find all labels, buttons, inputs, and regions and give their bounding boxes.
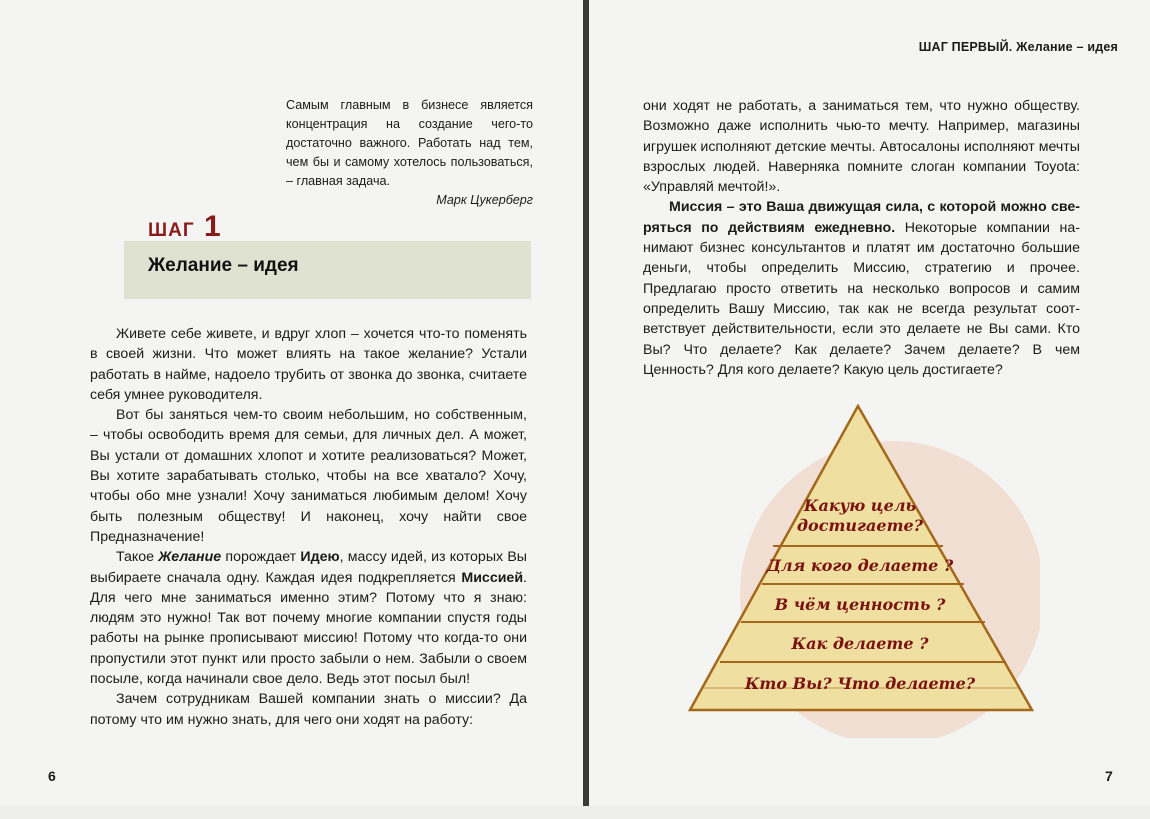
paragraph: Зачем сотрудникам Вашей компании знать о миссии? Да потому что им нужно знать, для чего они ходят на работу:	[90, 691, 527, 728]
pyramid-level-goal-line2: достигаете?	[796, 516, 924, 535]
running-head: ШАГ ПЕРВЫЙ. Желание – идея	[918, 40, 1118, 54]
term-desire: Желание	[158, 549, 222, 566]
paragraph: они ходят не работать, а заниматься тем, что нужно обществу. Возможно даже исполнить чью-то мечту. Например, магазины игрушек исполняют детские мечты. Автосалоны исполняют мечты взрослых людей. Наверняка помните слоган компании Toyota: «Управляй мечтой!».	[643, 98, 1080, 196]
left-body-text	[90, 324, 527, 730]
epigraph-text: Самым главным в бизнесе является концентрация на создание чего-то достаточно важного. Работать над тем, чем бы и самому хотелось пользоваться, – главная задача.	[286, 98, 533, 188]
step-word: ШАГ	[148, 220, 195, 241]
step-subtitle: Желание – идея	[148, 255, 299, 276]
band-ghost-print	[341, 249, 521, 271]
pyramid-level-value: В чём ценность ?	[774, 595, 946, 614]
text-run: . Для чего мне заниматься именно этим? Потому что я знаю: людям это нужно! Так вот почему многие компании спустя годы работы на рынке прописывают миссию! Потому что когда-то они пропустили этот пункт или просто забыли о нем. Забыли о своем посыле, когда начинали свое дело. Ведь этот посыл был!	[90, 569, 527, 688]
text-run: , массу идей, из которых Вы выбираете сначала одну. Каждая идея подкрепляется	[90, 549, 527, 586]
mission-definition: Миссия – это Ваша движущая сила, с которой можно сверяться по действиям ежедневно.	[643, 199, 1080, 236]
paragraph	[643, 197, 1080, 380]
paragraph: Живете себе живете, и вдруг хлоп – хочется что-то поменять в своей жизни. Что может влиять на такое желание? Устали работать в найме, надоело трубить от звонка до звонка, считаете себя умнее руководителя.	[90, 326, 527, 403]
page-number-left: 6	[48, 768, 56, 784]
paragraph	[90, 547, 527, 689]
text-run: Такое	[116, 549, 159, 566]
page-number-right: 7	[1105, 768, 1113, 784]
text-run: порождает	[221, 549, 301, 566]
term-idea: Идею	[300, 549, 340, 566]
pyramid-level-who-what: Кто Вы? Что делаете?	[744, 674, 976, 693]
term-mission: Миссией	[461, 569, 524, 586]
step-heading	[148, 210, 222, 244]
epigraph-author: Марк Цукерберг	[436, 193, 533, 207]
text-run: Некоторые компании нанимают бизнес консультантов и платят им достаточно большие деньги, чтобы определить Миссию, стратегию и прочее. Предлагаю просто ответить на несколько вопросов и самим определить Вашу Миссию, так как не всегда результат соответствует действительности, если это делаете не Вы сами. Кто Вы? Что делаете? Как делаете? Зачем делаете? В чем Ценность? Для кого делаете? Какую цель достигаете?	[643, 219, 1080, 378]
left-page	[0, 0, 583, 806]
pyramid-level-how: Как делаете ?	[791, 634, 929, 653]
mission-pyramid	[680, 398, 1040, 738]
paragraph: Вот бы заняться чем-то своим небольшим, но собственным, – чтобы освободить время для семьи, для личных дел. А может, Вы устали от домашних хлопот и хотите реализоваться? Может, Вы хотите зарабатывать столько, чтобы на все хватало? Хочу, чтобы обо мне узнали! Хочу заниматься любимым делом! Хочу быть полезным обществу! И наконец, хочу найти свое Предназначение!	[90, 407, 527, 545]
right-body-text	[643, 96, 1080, 380]
epigraph	[286, 96, 533, 210]
pyramid-level-for-whom: Для кого делаете ?	[766, 556, 954, 575]
pyramid-level-goal-line1: Какую цель	[803, 496, 917, 515]
scan-bottom-edge	[0, 806, 1150, 819]
step-number: 1	[204, 210, 222, 243]
